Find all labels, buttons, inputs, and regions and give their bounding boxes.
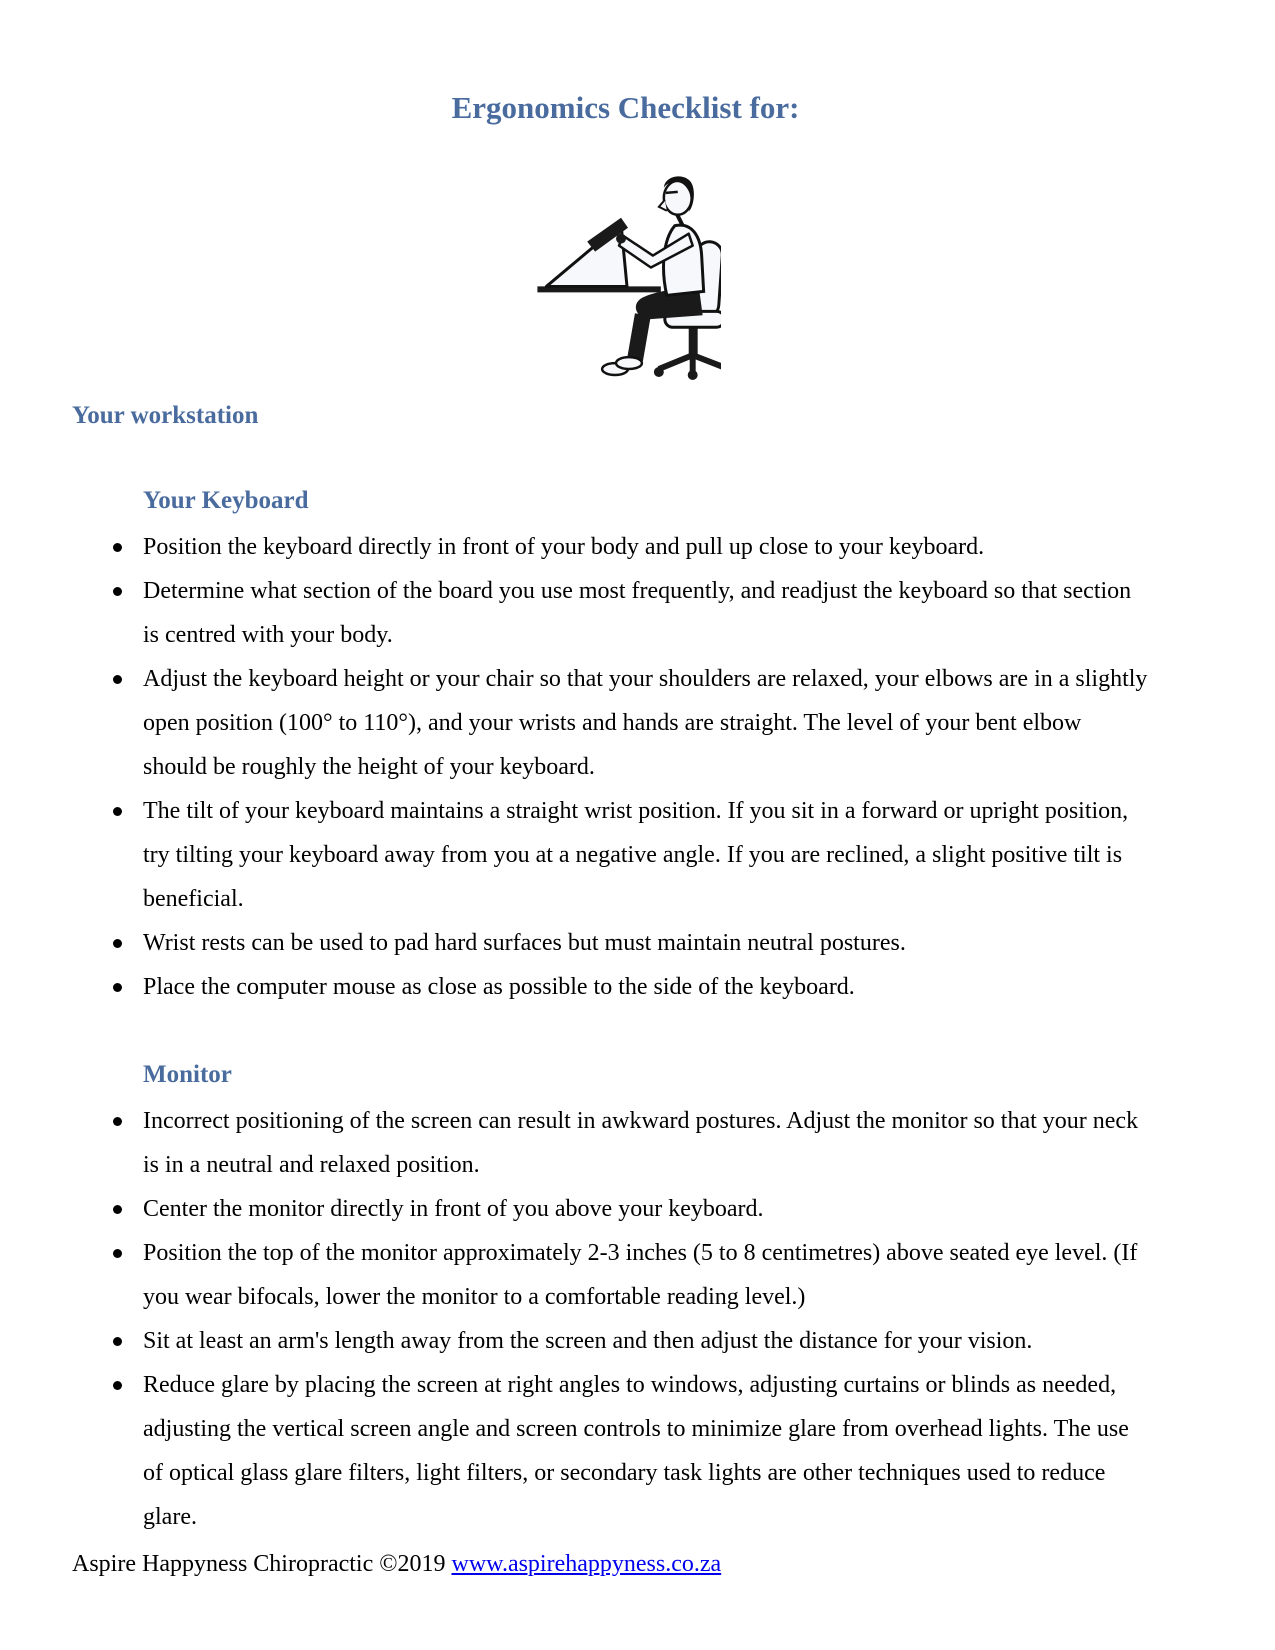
bullet-icon (113, 807, 122, 816)
page-title: Ergonomics Checklist for: (451, 90, 800, 125)
bullet-icon (113, 1205, 122, 1214)
section-heading-workstation: Your workstation (72, 402, 259, 429)
bullet-text: Incorrect positioning of the screen can result in awkward postures. Adjust the monitor so that your neck is in a neutral and relaxed position. (143, 1108, 1139, 1178)
bullet-text: Center the monitor directly in front of you above your keyboard. (143, 1196, 764, 1222)
footer-text: Aspire Happyness Chiropractic ©2019 (72, 1551, 452, 1577)
bullet-icon (113, 675, 122, 684)
bullet-icon (113, 1117, 122, 1126)
subsection-heading-monitor: Monitor (143, 1061, 232, 1088)
bullet-icon (113, 939, 122, 948)
bullet-text: Reduce glare by placing the screen at right angles to windows, adjusting curtains or blinds as needed, adjusting the vertical screen angle and screen controls to minimize glare from overhead lights. The use of optical glass glare filters, light filters, or secondary task lights are other techniques used to reduce glare. (143, 1372, 1129, 1530)
monitor-bullet-list (72, 1099, 1150, 1539)
list-item (72, 657, 1150, 789)
list-item (72, 1187, 1150, 1231)
list-item (72, 965, 1150, 1009)
bullet-icon (113, 1249, 122, 1258)
list-item (72, 1319, 1150, 1363)
list-item (72, 1363, 1150, 1539)
list-item (72, 569, 1150, 657)
figure-container (72, 166, 1179, 380)
bullet-text: Sit at least an arm's length away from the screen and then adjust the distance for your vision. (143, 1328, 1033, 1354)
list-item (72, 921, 1150, 965)
footer (72, 1542, 1179, 1586)
bullet-text: Place the computer mouse as close as possible to the side of the keyboard. (143, 974, 855, 1000)
bullet-icon (113, 587, 122, 596)
bullet-text: Position the keyboard directly in front of your body and pull up close to your keyboard. (143, 534, 985, 560)
bullet-text: The tilt of your keyboard maintains a straight wrist position. If you sit in a forward or upright position, try tilting your keyboard away from you at a negative angle. If you are reclined, a slight positive tilt is beneficial. (143, 798, 1129, 912)
subsection-heading-keyboard: Your Keyboard (143, 487, 309, 514)
bullet-icon (113, 1337, 122, 1346)
list-item (72, 525, 1150, 569)
bullet-text: Adjust the keyboard height or your chair so that your shoulders are relaxed, your elbows are in a slightly open position (100° to 110°), and your wrists and hands are straight. The level of your bent elbow should be roughly the height of your keyboard. (143, 666, 1148, 780)
bullet-icon (113, 543, 122, 552)
bullet-icon (113, 983, 122, 992)
list-item (72, 1099, 1150, 1187)
bullet-text: Determine what section of the board you use most frequently, and readjust the keyboard so that section is centred with your body. (143, 578, 1132, 648)
seated-person-clipart (531, 166, 721, 380)
bullet-text: Position the top of the monitor approximately 2-3 inches (5 to 8 centimetres) above seated eye level. (If you wear bifocals, lower the monitor to a comfortable reading level.) (143, 1240, 1138, 1310)
bullet-text: Wrist rests can be used to pad hard surfaces but must maintain neutral postures. (143, 930, 906, 956)
keyboard-bullet-list (72, 525, 1150, 1009)
bullet-icon (113, 1381, 122, 1390)
list-item (72, 789, 1150, 921)
list-item (72, 1231, 1150, 1319)
footer-link[interactable]: www.aspirehappyness.co.za (451, 1551, 722, 1577)
